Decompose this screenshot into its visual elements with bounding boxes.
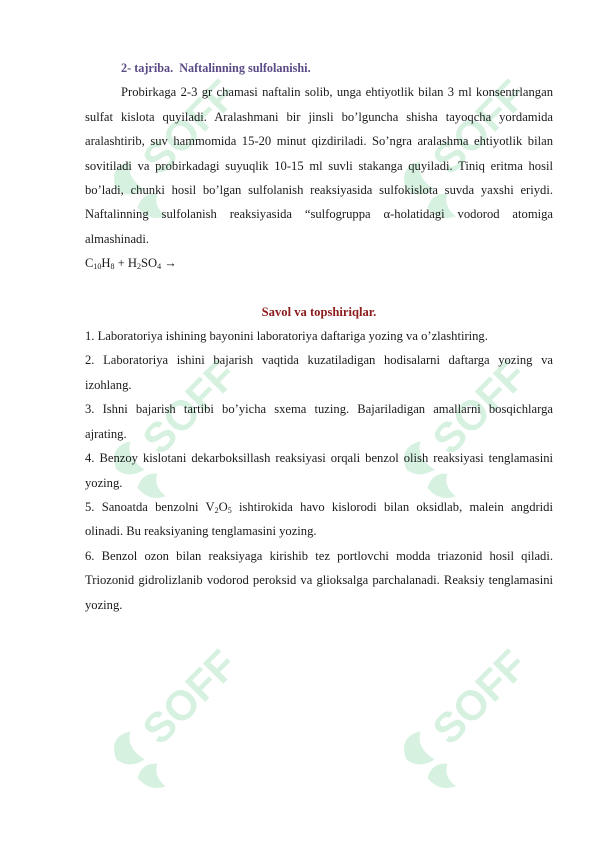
formula-part: SO [141, 256, 158, 271]
watermark-text: SOFF [133, 640, 246, 754]
formula-subscript: 4 [157, 262, 162, 272]
document-body [85, 56, 553, 617]
formula-part: C [85, 256, 94, 271]
watermark-text: SOFF [423, 350, 536, 464]
experiment-title: Naftalinning sulfolanishi. [179, 61, 311, 75]
question-item: 3. Ishni bajarish tartibi bo’yicha sxema tuzing. Bajariladigan amallarni bosqichlarga ajrating. [85, 402, 553, 441]
question-text: 5. Sanoatda benzolni V [85, 499, 215, 514]
question-item: 1. Laboratoriya ishining bayonini laboratoriya daftariga yozing va o’zlashtiring. [85, 329, 488, 344]
question-item [85, 495, 553, 544]
watermark-text: SOFF [423, 640, 536, 754]
watermark-text: SOFF [133, 70, 246, 184]
formula-part: H [101, 256, 111, 271]
watermark-text: SOFF [133, 350, 246, 464]
watermark-logo-icon [370, 610, 570, 810]
section-title: Savol va topshiriqlar. [261, 304, 377, 319]
formula-part: + H [114, 256, 138, 271]
question-text: ishtirokida havo kislorodi bilan oksidlab, malein angdridi olinadi. Bu reaksiyaning tenglamasini yozing. [85, 499, 553, 539]
formula-subscript: 2 [214, 505, 219, 515]
watermark-logo [370, 610, 570, 810]
reaction-formula [85, 251, 553, 275]
formula-subscript: 5 [227, 505, 232, 515]
watermark-text: SOFF [423, 70, 536, 184]
experiment-heading [85, 56, 553, 80]
experiment-number: 2- tajriba. [121, 61, 174, 75]
procedure-paragraph: Probirkaga 2-3 gr chamasi naftalin solib, unga ehtiyotlik bilan 3 ml konsentrlangan sulfat kislota quyiladi. Aralashmani bir jinsli bo’lguncha shisha tayoqcha yordamida aralashtirib, suv hammomida 15-20 minut qizdiriladi. So’ngra aralashma ehtiyotlik bilan sovitiladi va probirkadagi suyuqlik 10-15 ml suvli stakanga quyiladi. Tiniq eritma hosil bo’ladi, chunki hosil bo’lgan sulfolanish reaksiyasida sulfokislota suvda yaxshi eriydi. Naftalinning sulfolanish reaksiyasida “sulfogruppa α-holatidagi vodorod atomiga almashinadi. [85, 85, 553, 246]
question-item: 2. Laboratoriya ishini bajarish vaqtida kuzatiladigan hodisalarni daftarga yozing va izohlang. [85, 353, 553, 392]
question-item: 4. Benzoy kislotani dekarboksillash reaksiyasi orqali benzol olish reaksiyasi tenglamasini yozing. [85, 451, 553, 490]
formula-subscript: 2 [137, 262, 142, 272]
formula-subscript: 10 [93, 262, 102, 272]
formula-subscript: 8 [110, 262, 115, 272]
question-text: O [218, 499, 228, 514]
question-item: 6. Benzol ozon bilan reaksiyaga kirishib tez portlovchi modda triazonid hosil qiladi. Triozonid gidrolizlanib vodorod peroksid va glioksalga parchalanadi. Reaksiy tenglamasini yozing. [85, 548, 553, 612]
watermark-logo-icon [80, 610, 280, 810]
formula-arrow: → [161, 256, 177, 271]
watermark-logo [80, 610, 280, 810]
